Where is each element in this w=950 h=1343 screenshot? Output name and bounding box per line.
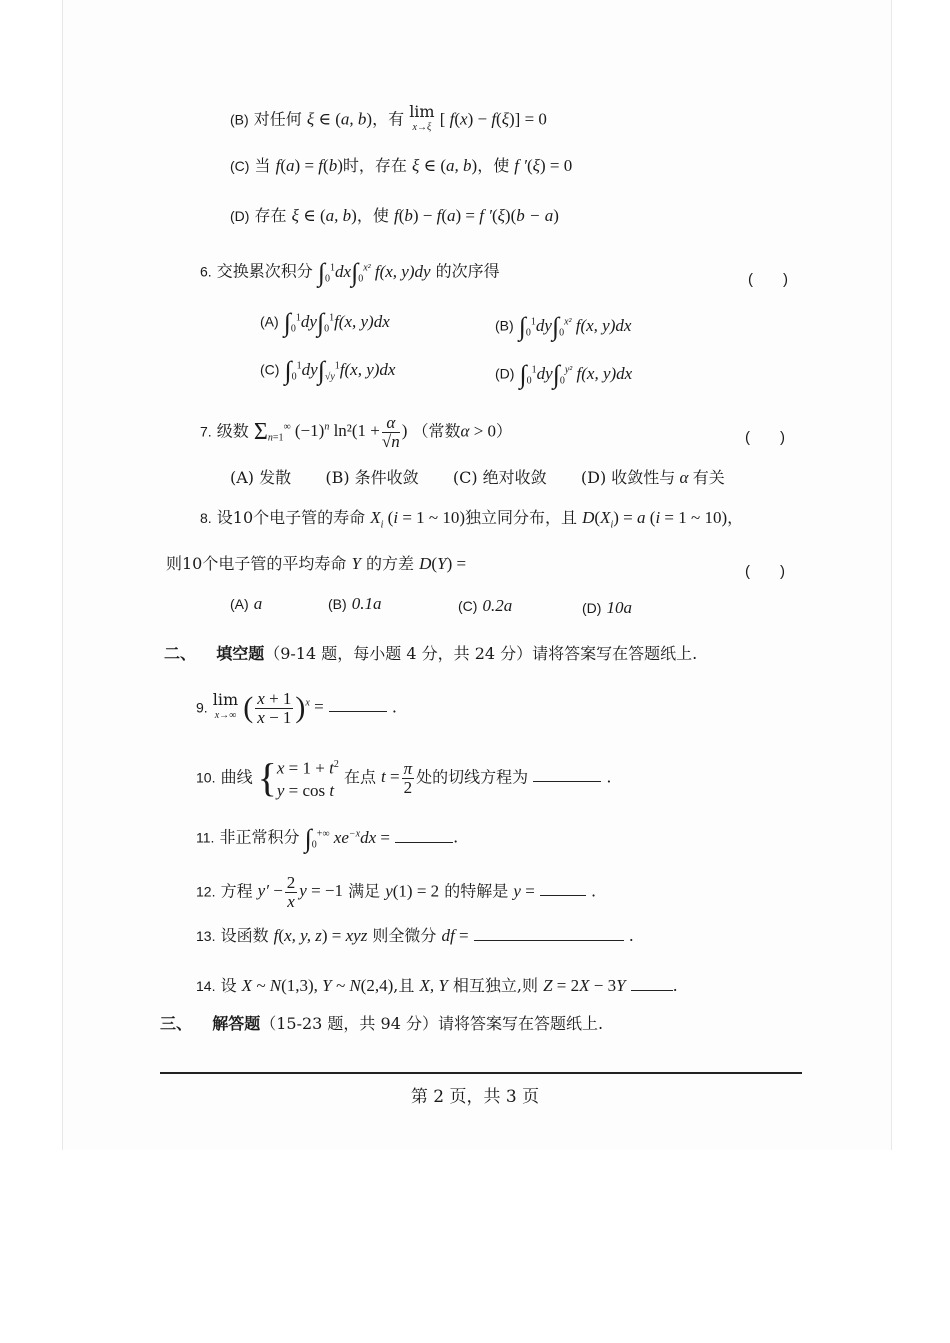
section-3-heading: 三、 解答题（15-23 题，共 94 分）请将答案写在答题纸上. xyxy=(160,1014,604,1033)
q8-option-b: (B) 0.1a xyxy=(328,594,382,613)
q6-option-c: (C) $\int_0^1dy\int_{√y}^1f(x$, y)dx xyxy=(260,355,396,385)
q14-xy: X, Y xyxy=(419,976,448,995)
q7-alpha-cond: α > 0 xyxy=(460,421,497,441)
q7-option-a: (A) 发散 xyxy=(230,468,292,487)
page-number: 第 2 页，共 3 页 xyxy=(410,1087,540,1107)
q9-expr: ( $\frac{x + 1}{x - 1}$ )$^x$ = xyxy=(243,689,324,727)
q11-answer-blank[interactable] xyxy=(395,828,453,843)
q8-option-d: (D) 10a xyxy=(582,598,633,617)
q5d-math-2: f(b) − f(a) = f ′(ξ)(b − a) xyxy=(393,206,559,225)
q8-y: Y xyxy=(351,554,361,573)
q12-y-eq: y = xyxy=(513,881,535,901)
q14-z: Z = 2X − 3Y xyxy=(543,976,626,995)
q7-stem: 7. 级数 $\Sigma_{n=1}^\infty$ $(-1)^n$ ln²(1 + $\frac{\alpha}{√n}$ ) （常数α > 0） xyxy=(200,413,513,451)
q7-option-d: (D) 收敛性与 xyxy=(580,468,676,487)
q7-option-b: (B) 条件收敛 xyxy=(325,468,419,487)
q12-ode: y′ − $\frac{2}{x}$ y = −1 xyxy=(257,873,344,911)
q12-answer-blank[interactable] xyxy=(540,881,586,896)
q5c-math-2: ξ ∈ (a, b) xyxy=(411,156,478,175)
q5b-math-1: ξ ∈ (a, b) xyxy=(306,109,373,129)
q6-answer-paren: ( ) xyxy=(748,271,788,288)
q10: 10. 曲线 { $x = 1 + t^2$ y = cos t 在点 t = $\frac{\pi}{2}$ 处的切线方程为 . xyxy=(196,754,612,800)
q7-options: (A) 发散 (B) 条件收敛 (C) 绝对收敛 (D) 收敛性与 α 有关 xyxy=(230,468,725,487)
q9-lim: lim x→∞ xyxy=(212,689,239,721)
q6d-math: $\int_0^1dy\int_0^{y^2}$ f(x, y)dx xyxy=(519,359,633,389)
q11: 11. 非正常积分 $\int_0^{+\infty}$ $xe^{-x}dx$ = . xyxy=(196,823,459,853)
q8-option-c: (C) 0.2a xyxy=(458,596,513,615)
q8-variance-cond: $D(X_i) = a$ (i = 1 ~ 10) xyxy=(582,508,728,531)
q8-dy: D(Y) = xyxy=(419,554,467,573)
q12-initial: y(1) = 2 xyxy=(385,881,440,901)
q5-option-b: (B) 对任何 ξ ∈ (a, b)，有 lim x→ξ [ f(x) − f(ξ)] = 0 xyxy=(230,104,547,136)
q9: 9. lim x→∞ ( $\frac{x + 1}{x - 1}$ )$^x$ = . xyxy=(196,689,397,727)
q5b-math-2: [ f(x) − f(ξ)] = 0 xyxy=(439,109,547,129)
q10-point: t = $\frac{\pi}{2}$ xyxy=(381,758,413,797)
q14-answer-blank[interactable] xyxy=(631,976,673,991)
q10-answer-blank[interactable] xyxy=(533,767,601,782)
q6-option-a: (A) $\int_0^1dy\int_0^1f(x$, y)dx xyxy=(260,307,390,337)
q5c-math-1: f(a) = f(b) xyxy=(275,156,343,175)
q14-dist: X ~ N(1,3), Y ~ N(2,4) xyxy=(241,976,394,995)
q9-answer-blank[interactable] xyxy=(329,697,387,712)
q13: 13. 设函数 f(x, y, z) = xyz 则全微分 df = . xyxy=(196,926,634,945)
q12: 12. 方程 y′ − $\frac{2}{x}$ y = −1 满足 y(1) = 2 的特解是 y = . xyxy=(196,873,597,911)
q6-stem: 6. 交换累次积分 $\int_0^1dx\int_0^{x^2}$ f(x, y)dy 的次序得 xyxy=(200,257,500,287)
q11-integral: $\int_0^{+\infty}$ $xe^{-x}dx$ = xyxy=(304,823,390,853)
q7-series: $\Sigma_{n=1}^\infty$ $(-1)^n$ ln²(1 + $\frac{\alpha}{√n}$ ) xyxy=(253,413,408,451)
section-2-heading: 二、 填空题（9-14 题，每小题 4 分，共 24 分）请将答案写在答题纸上. xyxy=(164,644,698,663)
q5c-math-3: f ′(ξ) = 0 xyxy=(514,156,573,175)
q7-alpha: α xyxy=(675,468,693,487)
q6-option-b: (B) $\int_0^1dy\int_0^{x^2}$ f(x, y)dx xyxy=(495,311,632,341)
q6-option-d: (D) $\int_0^1dy\int_0^{y^2}$ f(x, y)dx xyxy=(495,359,633,389)
q10-param-curve: { $x = 1 + t^2$ y = cos t xyxy=(257,754,339,800)
q6a-math: $\int_0^1dy\int_0^1f(x$, y)dx xyxy=(283,307,390,337)
footer-divider xyxy=(160,1072,802,1074)
q7-option-c: (C) 绝对收敛 xyxy=(452,468,547,487)
q8-stem: 8. 设10个电子管的寿命 $X_i$ (i = 1 ~ 10)独立同分布，且 $D(X_i) = a$ (i = 1 ~ 10)， xyxy=(200,508,744,531)
q5b-lim: lim x→ξ xyxy=(409,102,435,133)
q14: 14. 设 X ~ N(1,3), Y ~ N(2,4),且 X, Y 相互独立,则 Z = 2X − 3Y . xyxy=(196,976,678,995)
q8-option-a: (A) a xyxy=(230,594,263,613)
q13-function: f(x, y, z) = xyz xyxy=(273,926,368,945)
q8-stem-line2: 则10个电子管的平均寿命 Y 的方差 D(Y) = xyxy=(166,554,467,573)
q5-option-c: (C) 当 f(a) = f(b)时，存在 ξ ∈ (a, b)，使 f ′(ξ) = 0 xyxy=(230,156,573,175)
q7-answer-paren: ( ) xyxy=(745,429,785,446)
q13-df: df = xyxy=(441,926,469,945)
q6-integral: $\int_0^1dx\int_0^{x^2}$ f(x, y)dy xyxy=(317,257,431,287)
q5d-math-1: ξ ∈ (a, b) xyxy=(291,206,357,225)
q6c-math: $\int_0^1dy\int_{√y}^1f(x$, y)dx xyxy=(284,355,396,385)
q8-xi: $X_i$ (i = 1 ~ 10) xyxy=(370,508,466,531)
q8-answer-paren: ( ) xyxy=(745,563,785,580)
q13-answer-blank[interactable] xyxy=(474,926,624,941)
q5-option-d: (D) 存在 ξ ∈ (a, b)，使 f(b) − f(a) = f ′(ξ)(b − a) xyxy=(230,206,559,225)
q6b-math: $\int_0^1dy\int_0^{x^2}$ f(x, y)dx xyxy=(518,311,632,341)
